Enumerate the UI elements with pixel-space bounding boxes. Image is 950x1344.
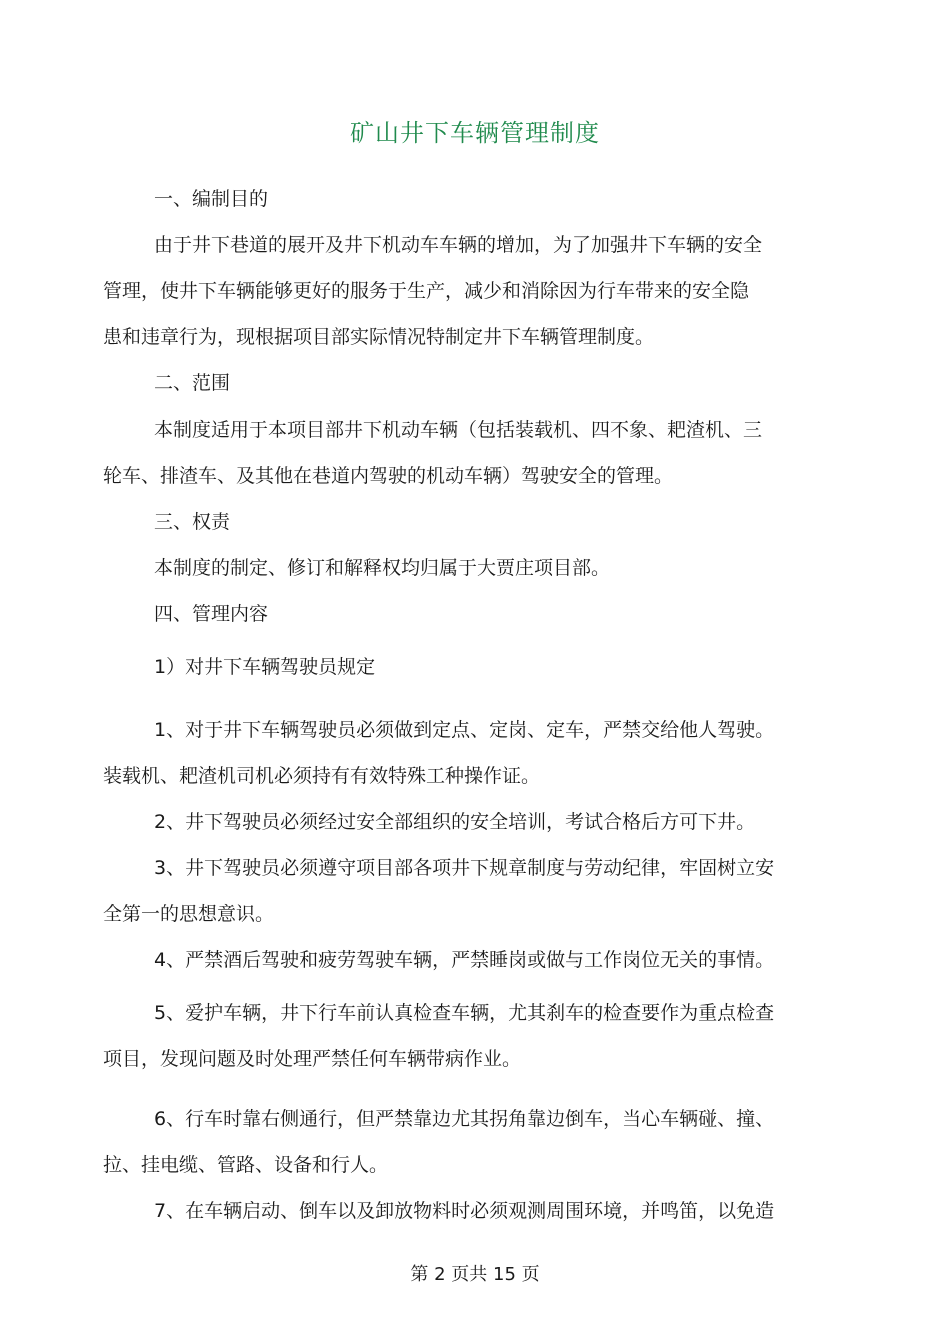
rule-line: 5、爱护车辆，井下行车前认真检查车辆，尤其刹车的检查要作为重点检查 [154, 1002, 775, 1024]
paragraph-line: 由于井下巷道的展开及井下机动车车辆的增加，为了加强井下车辆的安全 [154, 234, 763, 256]
section-heading-scope: 二、范围 [154, 372, 231, 394]
rule-line: 全第一的思想意识。 [103, 903, 275, 925]
paragraph-line: 患和违章行为，现根据项目部实际情况特制定井下车辆管理制度。 [103, 326, 655, 348]
paragraph-line: 轮车、排渣车、及其他在巷道内驾驶的机动车辆）驾驶安全的管理。 [103, 465, 674, 487]
rule-line: 6、行车时靠右侧通行，但严禁靠边尤其拐角靠边倒车，当心车辆碰、撞、 [154, 1108, 775, 1130]
section-heading-authority: 三、权责 [154, 511, 231, 533]
rule-line: 项目，发现问题及时处理严禁任何车辆带病作业。 [103, 1048, 522, 1070]
section-heading-content: 四、管理内容 [154, 603, 269, 625]
rule-line: 装载机、耙渣机司机必须持有有效特殊工种操作证。 [103, 765, 541, 787]
rule-line: 7、在车辆启动、倒车以及卸放物料时必须观测周围环境，并鸣笛，以免造 [154, 1200, 775, 1222]
paragraph-line: 本制度的制定、修订和解释权均归属于大贾庄项目部。 [154, 557, 611, 579]
rule-line: 拉、挂电缆、管路、设备和行人。 [103, 1154, 389, 1176]
page-title: 矿山井下车辆管理制度 [350, 119, 600, 147]
paragraph-line: 管理，使井下车辆能够更好的服务于生产，减少和消除因为行车带来的安全隐 [103, 280, 750, 302]
rule-line: 1、对于井下车辆驾驶员必须做到定点、定岗、定车，严禁交给他人驾驶。 [154, 719, 775, 741]
subsection-heading: 1）对井下车辆驾驶员规定 [154, 656, 376, 678]
section-heading-purpose: 一、编制目的 [154, 188, 269, 210]
rule-line: 4、严禁酒后驾驶和疲劳驾驶车辆，严禁睡岗或做与工作岗位无关的事情。 [154, 949, 775, 971]
rule-line: 3、井下驾驶员必须遵守项目部各项井下规章制度与劳动纪律，牢固树立安 [154, 857, 775, 879]
rule-line: 2、井下驾驶员必须经过安全部组织的安全培训，考试合格后方可下井。 [154, 811, 756, 833]
page-number: 第 2 页共 15 页 [410, 1264, 540, 1285]
paragraph-line: 本制度适用于本项目部井下机动车辆（包括装载机、四不象、耙渣机、三 [154, 419, 763, 441]
